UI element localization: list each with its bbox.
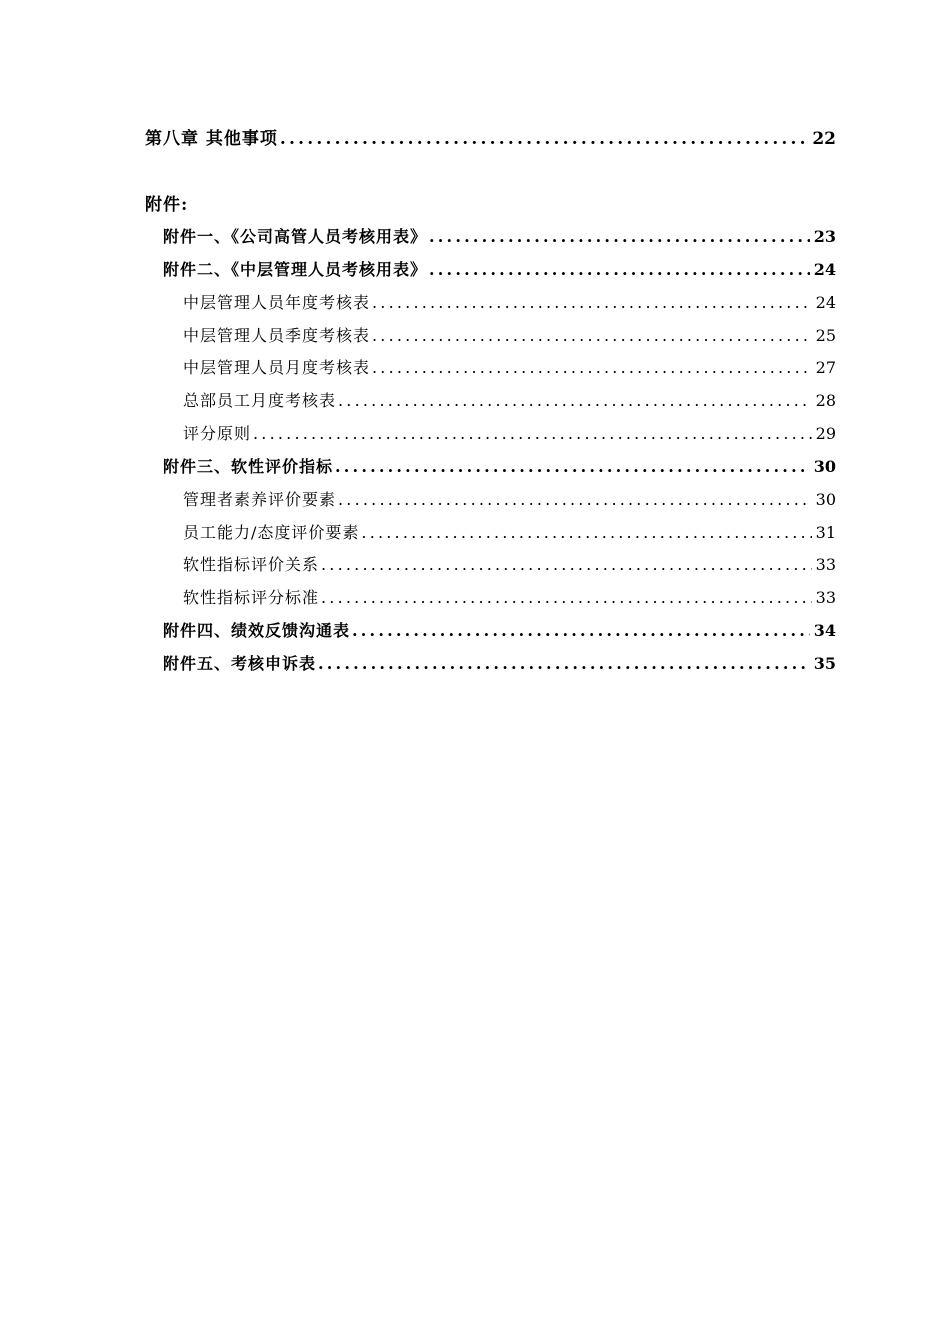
toc-entry-title: 中层管理人员季度考核表 [183,326,371,345]
toc-leader-dots [338,391,812,410]
toc-leader-dots [338,490,812,509]
toc-leader-dots [372,326,812,345]
attachments-heading: 附件: [145,195,189,215]
toc-entry-title: 总部员工月度考核表 [183,391,337,410]
toc-leader-dots [372,293,812,312]
toc-page-number: 33 [815,555,836,574]
toc-entry-title: 附件一、《公司高管人员考核用表》 [163,227,428,246]
toc-entry-sub[interactable] [0,585,950,609]
toc-entry-sub[interactable] [0,290,950,314]
toc-page-number: 33 [815,588,836,607]
toc-entry-title: 中层管理人员月度考核表 [183,358,371,377]
toc-entry-sub[interactable] [0,421,950,445]
toc-entry-title: 评分原则 [183,424,252,443]
toc-page-number: 22 [812,129,836,149]
toc-entry-sub[interactable] [0,355,950,379]
toc-page-number: 24 [813,260,836,279]
toc-page-number: 34 [813,621,836,640]
toc-leader-dots [335,457,810,476]
toc-entry-title: 附件二、《中层管理人员考核用表》 [163,260,428,279]
toc-entry-title: 附件四、绩效反馈沟通表 [163,621,351,640]
toc-entry-sub[interactable] [0,520,950,544]
toc-page-number: 25 [815,326,836,345]
toc-page-number: 30 [813,457,836,476]
toc-entry-sub[interactable] [0,552,950,576]
toc-entry-title: 中层管理人员年度考核表 [183,293,371,312]
toc-leader-dots [361,523,811,542]
toc-entry-title: 员工能力/态度评价要素 [183,523,360,542]
toc-entry-chapter8[interactable] [0,124,950,148]
toc-entry-attachment-3[interactable] [0,454,950,478]
toc-entry-sub[interactable] [0,487,950,511]
toc-page-number: 35 [813,654,836,673]
toc-page-number: 28 [815,391,836,410]
toc-page-number: 24 [815,293,836,312]
toc-entry-attachment-5[interactable] [0,651,950,675]
toc-entry-sub[interactable] [0,323,950,347]
toc-leader-dots [372,358,812,377]
toc-entry-attachment-4[interactable] [0,618,950,642]
toc-entry-attachment-1[interactable] [0,224,950,248]
toc-leader-dots [253,424,812,443]
toc-entry-sub[interactable] [0,388,950,412]
toc-page-number: 30 [815,490,836,509]
toc-leader-dots [280,129,808,149]
toc-leader-dots [318,654,810,673]
toc-page-number: 23 [813,227,836,246]
toc-entry-title: 软性指标评价关系 [183,555,320,574]
toc-entry-title: 管理者素养评价要素 [183,490,337,509]
toc-entry-title: 附件三、软性评价指标 [163,457,334,476]
toc-leader-dots [352,621,810,640]
toc-entry-title: 第八章 其他事项 [145,129,278,149]
toc-leader-dots [321,555,812,574]
toc-page-number: 27 [815,358,836,377]
toc-leader-dots [429,227,810,246]
toc-entry-title: 附件五、考核申诉表 [163,654,317,673]
toc-page-number: 29 [815,424,836,443]
toc-entry-title: 软性指标评分标准 [183,588,320,607]
toc-page-number: 31 [815,523,836,542]
toc-leader-dots [429,260,810,279]
toc-entry-attachment-2[interactable] [0,257,950,281]
toc-leader-dots [321,588,812,607]
